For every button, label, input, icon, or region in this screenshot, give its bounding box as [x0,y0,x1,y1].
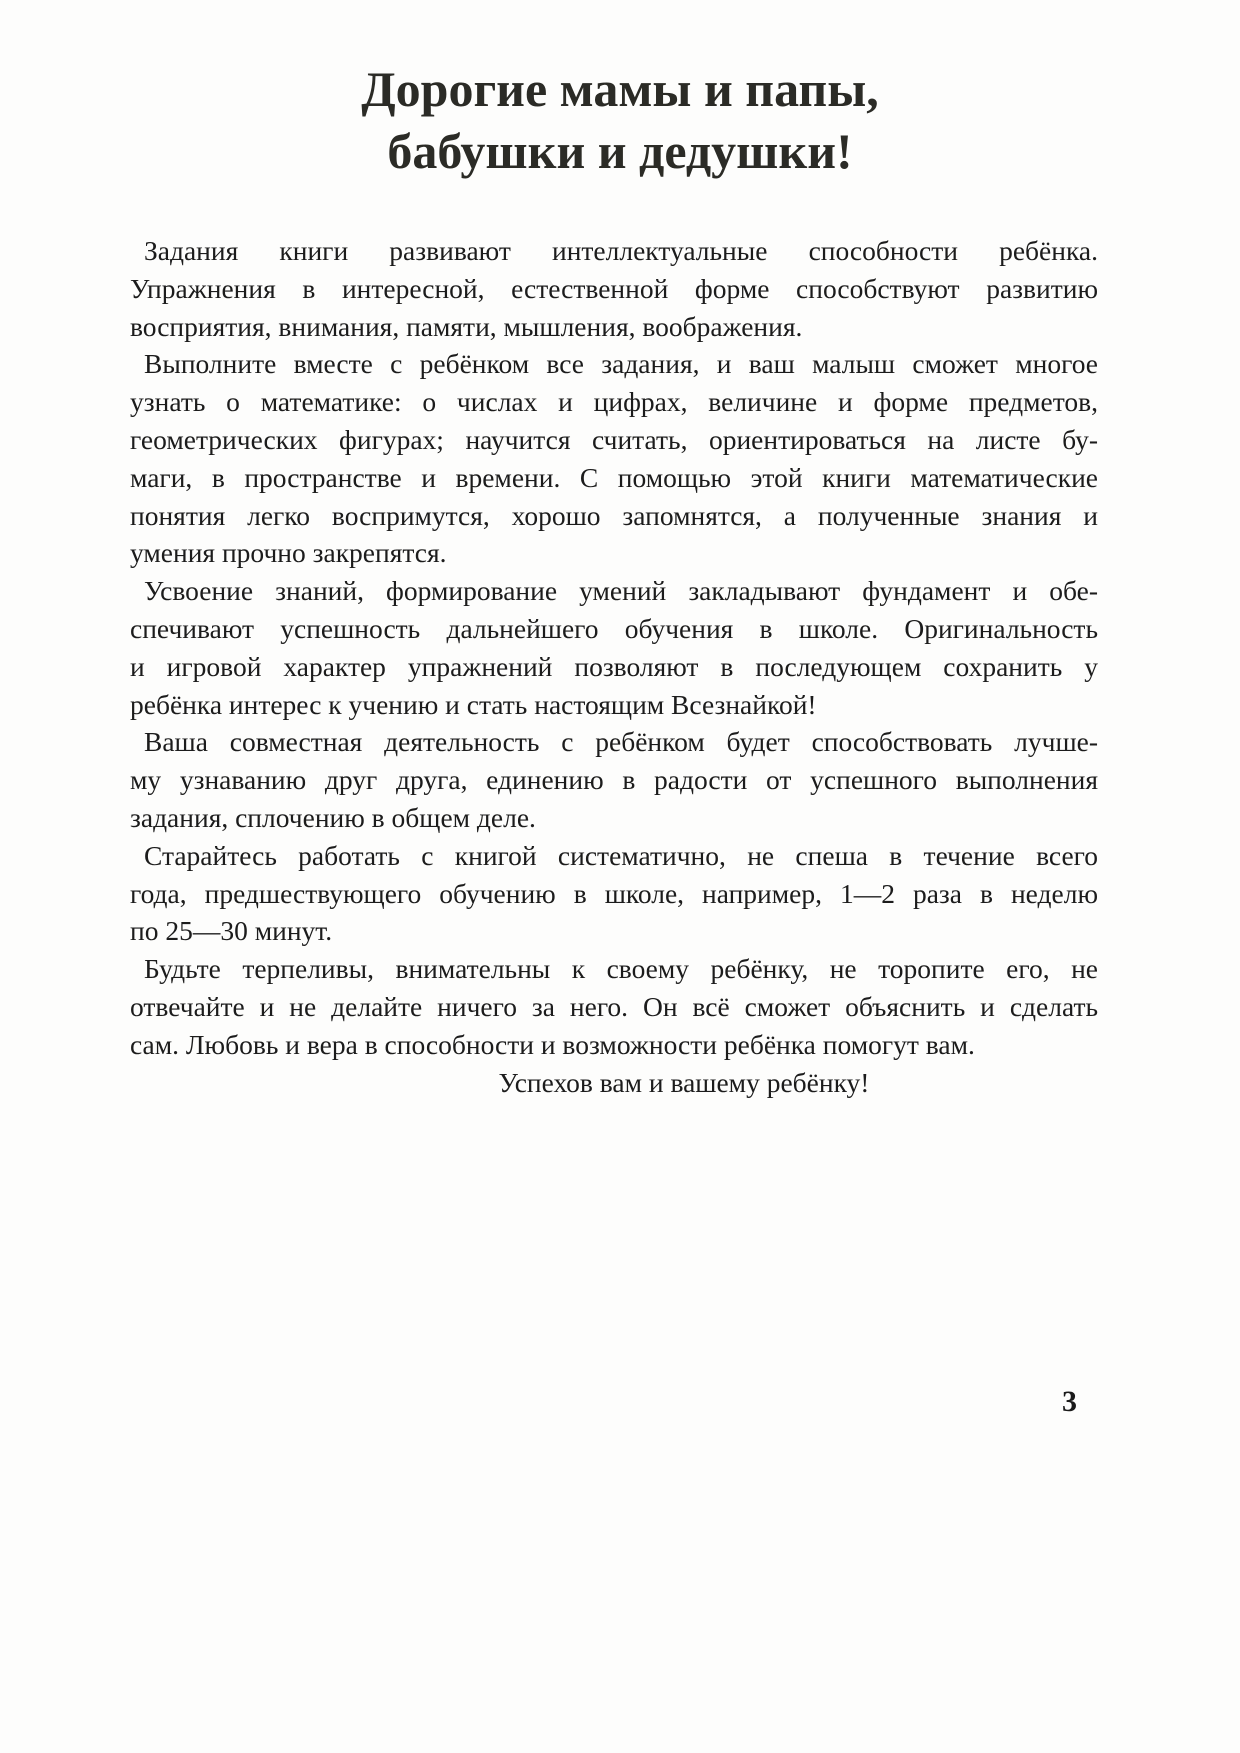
paragraph-5 [130,837,1098,950]
text-line: Выполните вместе с ребёнком все задания, и ваш малыш сможет многое [144,348,1098,380]
title-line-2: бабушки и дедушки! [387,123,853,179]
text-line: отвечайте и не делайте ничего за него. Он всё сможет объяснить и сделать [130,990,1098,1022]
text-line: ребёнка интерес к учению и стать настоящим Всезнайкой! [130,688,817,720]
body-text [130,232,1098,1101]
text-line: Ваша совместная деятельность с ребёнком будет способствовать лучше- [144,726,1098,758]
text-line: сам. Любовь и вера в способности и возможности ребёнка помогут вам. [130,1028,975,1060]
text-line: узнать о математике: о числах и цифрах, величине и форме предметов, [130,386,1098,418]
closing-line: Успехов вам и вашему ребёнку! [498,1066,870,1098]
paragraph-3 [130,572,1098,723]
text-line: задания, сплочению в общем деле. [130,801,536,833]
text-line: восприятия, внимания, памяти, мышления, воображения. [130,310,803,342]
page-number: 3 [1062,1385,1077,1418]
text-line: му узнаванию друг друга, единению в радости от успешного выполнения [130,764,1098,796]
text-line: года, предшествующего обучению в школе, например, 1—2 раза в неделю [130,877,1098,909]
paragraph-1 [130,232,1098,345]
text-line: умения прочно закрепятся. [130,537,447,569]
text-line: Задания книги развивают интеллектуальные способности ребёнка. [144,235,1098,266]
text-line: Упражнения в интересной, естественной форме способствуют развитию [130,272,1098,304]
title-line-1: Дорогие мамы и папы, [361,61,879,117]
text-line: понятия легко воспримутся, хорошо запомнятся, а полученные знания и [130,499,1098,531]
text-line: геометрических фигурах; научится считать, ориентироваться на листе бу- [130,423,1098,455]
text-line: спечивают успешность дальнейшего обучения в школе. Оригинальность [130,612,1098,644]
text-line: по 25—30 минут. [130,915,333,947]
text-line: маги, в пространстве и времени. С помощью этой книги математические [130,461,1098,493]
paragraph-6 [130,950,1098,1063]
paragraph-4 [130,723,1098,836]
text-line: и игровой характер упражнений позволяют в последующем сохранить у [130,650,1098,682]
paragraph-2 [130,345,1098,572]
text-line: Старайтесь работать с книгой систематично, не спеша в течение всего [144,839,1098,871]
page-title [0,58,1240,182]
text-line: Усвоение знаний, формирование умений закладывают фундамент и обе- [144,575,1098,607]
text-line: Будьте терпеливы, внимательны к своему ребёнку, не торопите его, не [144,953,1098,985]
